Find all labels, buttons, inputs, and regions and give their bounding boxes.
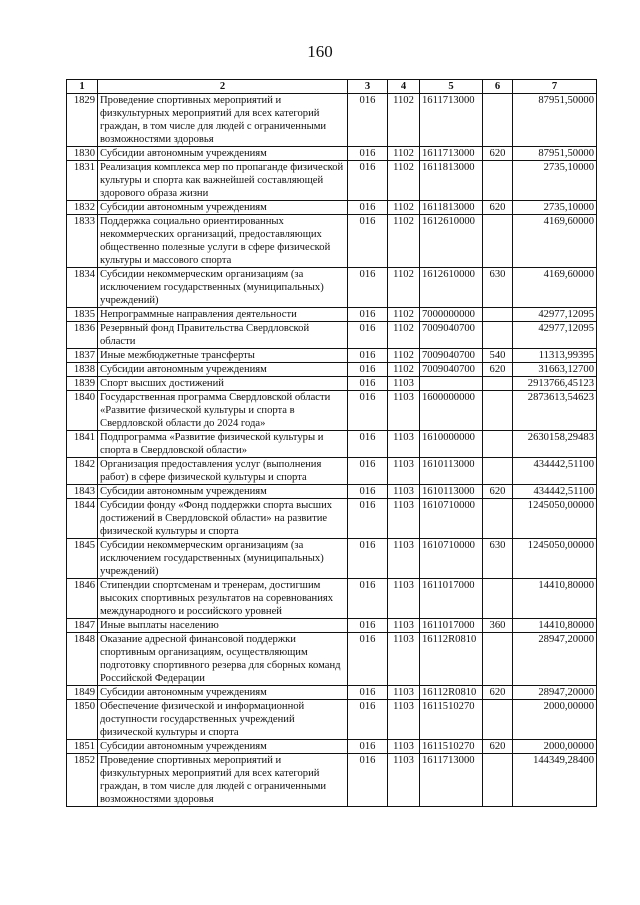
expense-type-cell: 620 [483,686,513,700]
header-cell: 4 [388,80,420,94]
item-name-cell: Субсидии некоммерческим организациям (за исключением государственных (муниципальных) учреждений) [98,539,348,579]
table-row [67,431,597,458]
expense-type-cell [483,308,513,322]
table-row [67,485,597,499]
amount-cell: 1245050,00000 [513,499,597,539]
target-article-cell: 16112R0810 [420,633,483,686]
amount-cell: 42977,12095 [513,322,597,349]
page-number: 160 [307,42,333,61]
expense-type-cell [483,499,513,539]
expense-type-cell [483,94,513,147]
expense-type-cell: 620 [483,740,513,754]
section-code-cell: 1103 [388,740,420,754]
table-row [67,539,597,579]
row-number-cell: 1832 [67,201,98,215]
table-row [67,619,597,633]
section-code-cell: 1103 [388,391,420,431]
row-number-cell: 1852 [67,754,98,807]
department-code-cell: 016 [348,147,388,161]
amount-cell: 14410,80000 [513,579,597,619]
amount-cell: 11313,99395 [513,349,597,363]
section-code-cell: 1103 [388,485,420,499]
amount-cell: 434442,51100 [513,485,597,499]
section-code-cell: 1103 [388,458,420,485]
amount-cell: 87951,50000 [513,147,597,161]
item-name-cell: Организация предоставления услуг (выполнения работ) в сфере физической культуры и спорта [98,458,348,485]
expense-type-cell [483,458,513,485]
expense-type-cell: 360 [483,619,513,633]
header-row [67,80,597,94]
section-code-cell: 1102 [388,161,420,201]
item-name-cell: Подпрограмма «Развитие физической культуры и спорта в Свердловской области» [98,431,348,458]
amount-cell: 87951,50000 [513,94,597,147]
item-name-cell: Субсидии автономным учреждениям [98,686,348,700]
header-cell: 5 [420,80,483,94]
table-row [67,740,597,754]
section-code-cell: 1103 [388,619,420,633]
amount-cell: 4169,60000 [513,215,597,268]
section-code-cell: 1102 [388,215,420,268]
department-code-cell: 016 [348,700,388,740]
expense-type-cell: 630 [483,268,513,308]
row-number-cell: 1843 [67,485,98,499]
target-article-cell: 16112R0810 [420,686,483,700]
department-code-cell: 016 [348,458,388,485]
expense-type-cell: 620 [483,147,513,161]
row-number-cell: 1840 [67,391,98,431]
department-code-cell: 016 [348,485,388,499]
department-code-cell: 016 [348,754,388,807]
item-name-cell: Спорт высших достижений [98,377,348,391]
row-number-cell: 1836 [67,322,98,349]
table-row [67,499,597,539]
item-name-cell: Непрограммные направления деятельности [98,308,348,322]
target-article-cell: 1611510270 [420,740,483,754]
expense-type-cell [483,579,513,619]
amount-cell: 28947,20000 [513,686,597,700]
expense-type-cell [483,431,513,458]
target-article-cell: 1611017000 [420,619,483,633]
row-number-cell: 1849 [67,686,98,700]
target-article-cell: 1611017000 [420,579,483,619]
table-row [67,147,597,161]
table-row [67,161,597,201]
budget-table [66,79,597,807]
row-number-cell: 1848 [67,633,98,686]
section-code-cell: 1103 [388,431,420,458]
header-cell: 3 [348,80,388,94]
section-code-cell: 1102 [388,349,420,363]
department-code-cell: 016 [348,201,388,215]
item-name-cell: Поддержка социально ориентированных некоммерческих организаций, предоставляющих общественно полезные услуги в сфере физической культуры и массового спорта [98,215,348,268]
section-code-cell: 1103 [388,499,420,539]
row-number-cell: 1835 [67,308,98,322]
item-name-cell: Субсидии автономным учреждениям [98,740,348,754]
department-code-cell: 016 [348,539,388,579]
amount-cell: 31663,12700 [513,363,597,377]
item-name-cell: Резервный фонд Правительства Свердловской области [98,322,348,349]
row-number-cell: 1845 [67,539,98,579]
table-row [67,700,597,740]
table-row [67,215,597,268]
item-name-cell: Стипендии спортсменам и тренерам, достигшим высоких спортивных результатов на соревнованиях международного и российского уровней [98,579,348,619]
expense-type-cell [483,391,513,431]
amount-cell: 2000,00000 [513,700,597,740]
section-code-cell: 1103 [388,686,420,700]
header-cell: 6 [483,80,513,94]
section-code-cell: 1102 [388,201,420,215]
row-number-cell: 1846 [67,579,98,619]
item-name-cell: Субсидии автономным учреждениям [98,485,348,499]
section-code-cell: 1102 [388,94,420,147]
department-code-cell: 016 [348,377,388,391]
target-article-cell: 1610710000 [420,539,483,579]
target-article-cell: 1610000000 [420,431,483,458]
target-article-cell: 1612610000 [420,268,483,308]
expense-type-cell [483,161,513,201]
expense-type-cell [483,377,513,391]
target-article-cell: 1610710000 [420,499,483,539]
row-number-cell: 1844 [67,499,98,539]
expense-type-cell: 620 [483,201,513,215]
table-row [67,349,597,363]
department-code-cell: 016 [348,161,388,201]
row-number-cell: 1838 [67,363,98,377]
table-row [67,322,597,349]
section-code-cell: 1102 [388,308,420,322]
expense-type-cell [483,633,513,686]
target-article-cell: 7009040700 [420,322,483,349]
target-article-cell: 1612610000 [420,215,483,268]
target-article-cell: 1600000000 [420,391,483,431]
department-code-cell: 016 [348,322,388,349]
department-code-cell: 016 [348,308,388,322]
amount-cell: 4169,60000 [513,268,597,308]
department-code-cell: 016 [348,579,388,619]
target-article-cell: 1611813000 [420,201,483,215]
table-row [67,458,597,485]
department-code-cell: 016 [348,431,388,458]
section-code-cell: 1102 [388,147,420,161]
section-code-cell: 1103 [388,754,420,807]
section-code-cell: 1103 [388,633,420,686]
amount-cell: 2630158,29483 [513,431,597,458]
item-name-cell: Оказание адресной финансовой поддержки спортивным организациям, осуществляющим подготовку спортивного резерва для сборных команд Российской Федерации [98,633,348,686]
expense-type-cell: 630 [483,539,513,579]
amount-cell: 2873613,54623 [513,391,597,431]
item-name-cell: Иные межбюджетные трансферты [98,349,348,363]
table-row [67,268,597,308]
table-row [67,363,597,377]
section-code-cell: 1102 [388,363,420,377]
expense-type-cell [483,700,513,740]
target-article-cell: 7009040700 [420,349,483,363]
expense-type-cell: 540 [483,349,513,363]
department-code-cell: 016 [348,686,388,700]
item-name-cell: Субсидии автономным учреждениям [98,201,348,215]
table-row [67,391,597,431]
section-code-cell: 1103 [388,377,420,391]
department-code-cell: 016 [348,391,388,431]
expense-type-cell [483,215,513,268]
amount-cell: 2000,00000 [513,740,597,754]
target-article-cell: 1611510270 [420,700,483,740]
table-row [67,377,597,391]
section-code-cell: 1102 [388,268,420,308]
department-code-cell: 016 [348,94,388,147]
table-row [67,633,597,686]
section-code-cell: 1103 [388,700,420,740]
department-code-cell: 016 [348,619,388,633]
amount-cell: 144349,28400 [513,754,597,807]
row-number-cell: 1829 [67,94,98,147]
row-number-cell: 1850 [67,700,98,740]
item-name-cell: Проведение спортивных мероприятий и физкультурных мероприятий для всех категорий граждан, в том числе для людей с ограниченными возможностями здоровья [98,754,348,807]
row-number-cell: 1842 [67,458,98,485]
expense-type-cell: 620 [483,363,513,377]
row-number-cell: 1841 [67,431,98,458]
table-row [67,94,597,147]
target-article-cell: 1610113000 [420,485,483,499]
item-name-cell: Иные выплаты населению [98,619,348,633]
table-row [67,201,597,215]
section-code-cell: 1102 [388,322,420,349]
item-name-cell: Государственная программа Свердловской области «Развитие физической культуры и спорта в Свердловской области до 2024 года» [98,391,348,431]
table-row [67,308,597,322]
target-article-cell: 1610113000 [420,458,483,485]
department-code-cell: 016 [348,499,388,539]
expense-type-cell [483,322,513,349]
item-name-cell: Реализация комплекса мер по пропаганде физической культуры и спорта как важнейшей составляющей здорового образа жизни [98,161,348,201]
amount-cell: 14410,80000 [513,619,597,633]
amount-cell: 2913766,45123 [513,377,597,391]
row-number-cell: 1851 [67,740,98,754]
target-article-cell [420,377,483,391]
item-name-cell: Субсидии некоммерческим организациям (за исключением государственных (муниципальных) учреждений) [98,268,348,308]
header-cell: 1 [67,80,98,94]
amount-cell: 2735,10000 [513,201,597,215]
target-article-cell: 7009040700 [420,363,483,377]
amount-cell: 42977,12095 [513,308,597,322]
item-name-cell: Субсидии автономным учреждениям [98,363,348,377]
row-number-cell: 1831 [67,161,98,201]
department-code-cell: 016 [348,215,388,268]
section-code-cell: 1103 [388,539,420,579]
section-code-cell: 1103 [388,579,420,619]
target-article-cell: 7000000000 [420,308,483,322]
department-code-cell: 016 [348,268,388,308]
item-name-cell: Проведение спортивных мероприятий и физкультурных мероприятий для всех категорий граждан, в том числе для людей с ограниченными возможностями здоровья [98,94,348,147]
target-article-cell: 1611813000 [420,161,483,201]
target-article-cell: 1611713000 [420,94,483,147]
table-row [67,686,597,700]
item-name-cell: Субсидии фонду «Фонд поддержки спорта высших достижений в Свердловской области» на развитие физической культуры и спорта [98,499,348,539]
row-number-cell: 1834 [67,268,98,308]
department-code-cell: 016 [348,740,388,754]
amount-cell: 28947,20000 [513,633,597,686]
header-cell: 2 [98,80,348,94]
row-number-cell: 1830 [67,147,98,161]
amount-cell: 2735,10000 [513,161,597,201]
row-number-cell: 1833 [67,215,98,268]
target-article-cell: 1611713000 [420,754,483,807]
expense-type-cell [483,754,513,807]
header-cell: 7 [513,80,597,94]
target-article-cell: 1611713000 [420,147,483,161]
expense-type-cell: 620 [483,485,513,499]
amount-cell: 434442,51100 [513,458,597,485]
department-code-cell: 016 [348,363,388,377]
row-number-cell: 1839 [67,377,98,391]
amount-cell: 1245050,00000 [513,539,597,579]
department-code-cell: 016 [348,349,388,363]
item-name-cell: Субсидии автономным учреждениям [98,147,348,161]
table-row [67,579,597,619]
row-number-cell: 1837 [67,349,98,363]
item-name-cell: Обеспечение физической и информационной доступности государственных учреждений физической культуры и спорта [98,700,348,740]
department-code-cell: 016 [348,633,388,686]
row-number-cell: 1847 [67,619,98,633]
table-row [67,754,597,807]
